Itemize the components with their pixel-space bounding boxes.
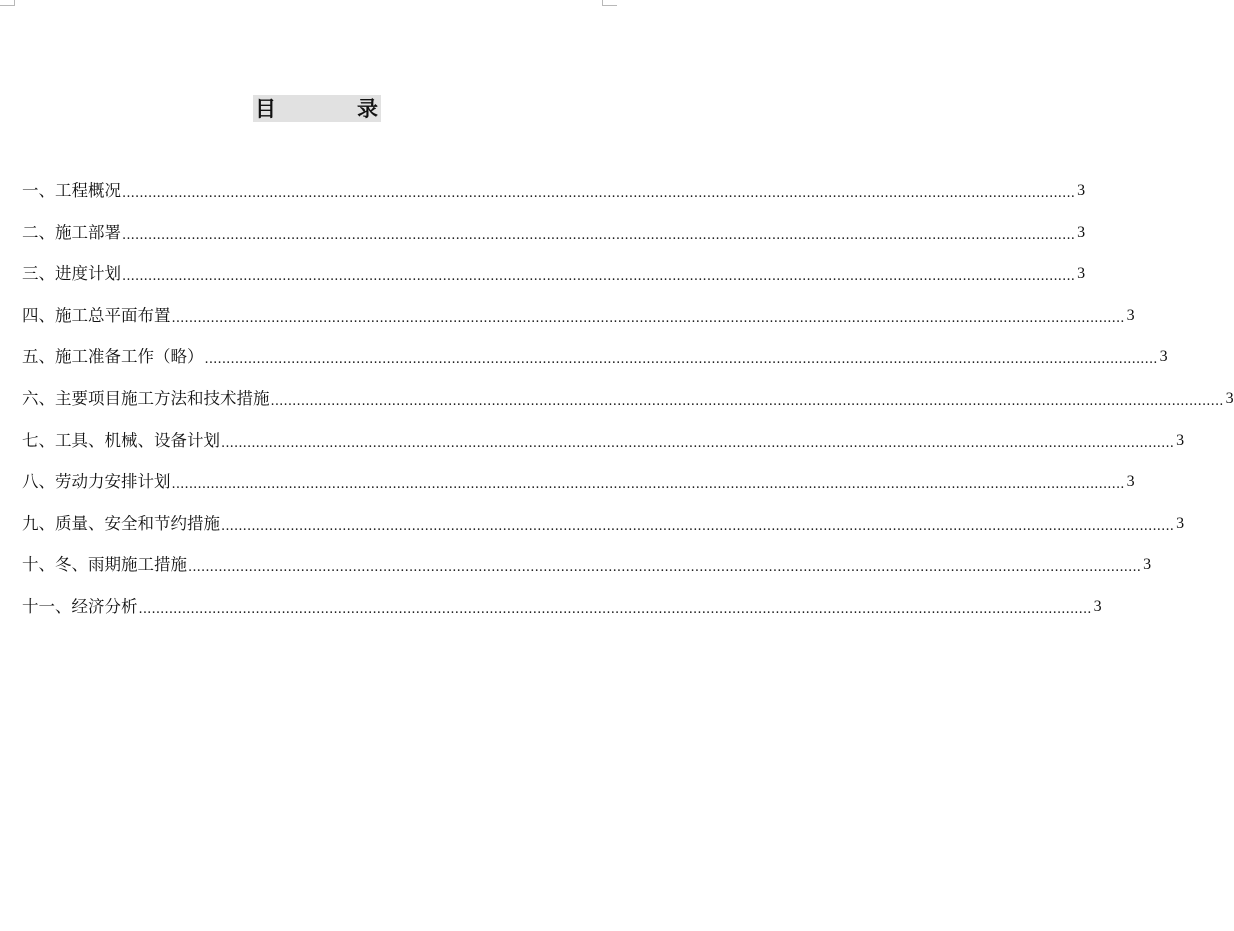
toc-entry-page: 3	[1159, 348, 1168, 366]
toc-entry[interactable]	[22, 552, 1152, 594]
toc-entry-page: 3	[1077, 182, 1086, 199]
toc-entry-page: 3	[1225, 389, 1234, 407]
toc-entry-number: 六、	[22, 388, 55, 408]
toc-leader-dots: ............................................................................................................................................................................................................................	[122, 269, 1076, 285]
toc-entry-label: 施工部署	[55, 222, 121, 242]
toc-leader-dots: ............................................................................................................................................................................................................................	[221, 518, 1175, 534]
toc-leader-dots: ............................................................................................................................................................................................................................	[221, 435, 1175, 451]
toc-entry-page: 3	[1126, 306, 1135, 324]
toc-entry-label: 冬、雨期施工措施	[55, 555, 187, 575]
toc-leader-dots: ............................................................................................................................................................................................................................	[122, 227, 1076, 243]
toc-entry-label: 质量、安全和节约措施	[55, 513, 220, 533]
toc-entry-number: 五、	[22, 347, 55, 367]
toc-entry-label: 经济分析	[71, 596, 138, 616]
table-of-contents	[22, 178, 1234, 636]
toc-entry-number: 七、	[22, 430, 55, 450]
crop-mark-top-left	[0, 0, 15, 6]
toc-leader-dots: ............................................................................................................................................................................................................................	[138, 601, 1092, 617]
toc-entry-label: 施工准备工作（略）	[55, 347, 204, 367]
toc-leader-dots: ............................................................................................................................................................................................................................	[171, 310, 1125, 326]
toc-entry[interactable]	[22, 386, 1234, 428]
toc-entry-label: 主要项目施工方法和技术措施	[55, 388, 270, 408]
toc-entry-label: 工程概况	[55, 181, 121, 200]
toc-entry[interactable]	[22, 344, 1168, 386]
toc-entry-number: 二、	[22, 222, 55, 242]
toc-entry[interactable]	[22, 594, 1102, 636]
title-char-1: 目	[255, 96, 276, 121]
toc-leader-dots: ............................................................................................................................................................................................................................	[270, 393, 1224, 409]
toc-entry-page: 3	[1176, 514, 1185, 532]
toc-entry-number: 八、	[22, 472, 55, 492]
toc-entry[interactable]	[22, 178, 1086, 220]
toc-entry-label: 进度计划	[55, 264, 121, 284]
toc-entry-page: 3	[1077, 223, 1086, 241]
toc-entry-page: 3	[1077, 265, 1086, 283]
toc-entry-number: 四、	[22, 305, 55, 325]
toc-entry-page: 3	[1143, 556, 1152, 574]
toc-leader-dots: ............................................................................................................................................................................................................................	[204, 352, 1158, 368]
toc-entry-page: 3	[1126, 473, 1135, 491]
toc-entry[interactable]	[22, 261, 1086, 303]
toc-entry-number: 三、	[22, 264, 55, 284]
toc-entry-number: 十、	[22, 555, 55, 575]
toc-entry-label: 施工总平面布置	[55, 305, 171, 325]
toc-entry-page: 3	[1176, 431, 1185, 449]
toc-entry-number: 九、	[22, 513, 55, 533]
toc-leader-dots: ............................................................................................................................................................................................................................	[188, 560, 1142, 576]
toc-entry-number: 十一、	[22, 596, 72, 616]
toc-leader-dots: ............................................................................................................................................................................................................................	[171, 477, 1125, 493]
toc-entry-label: 劳动力安排计划	[55, 472, 171, 492]
toc-entry-page: 3	[1093, 597, 1102, 615]
crop-mark-top-right	[602, 0, 617, 6]
toc-entry[interactable]	[22, 303, 1135, 345]
toc-entry[interactable]	[22, 511, 1185, 553]
toc-entry[interactable]	[22, 428, 1185, 470]
title-char-2: 录	[357, 96, 378, 121]
page-title	[253, 95, 381, 122]
toc-entry[interactable]	[22, 220, 1086, 262]
toc-entry-label: 工具、机械、设备计划	[55, 430, 220, 450]
toc-entry[interactable]	[22, 469, 1135, 511]
toc-entry-number: 一、	[22, 181, 55, 200]
toc-leader-dots: ............................................................................................................................................................................................................................	[122, 186, 1076, 201]
